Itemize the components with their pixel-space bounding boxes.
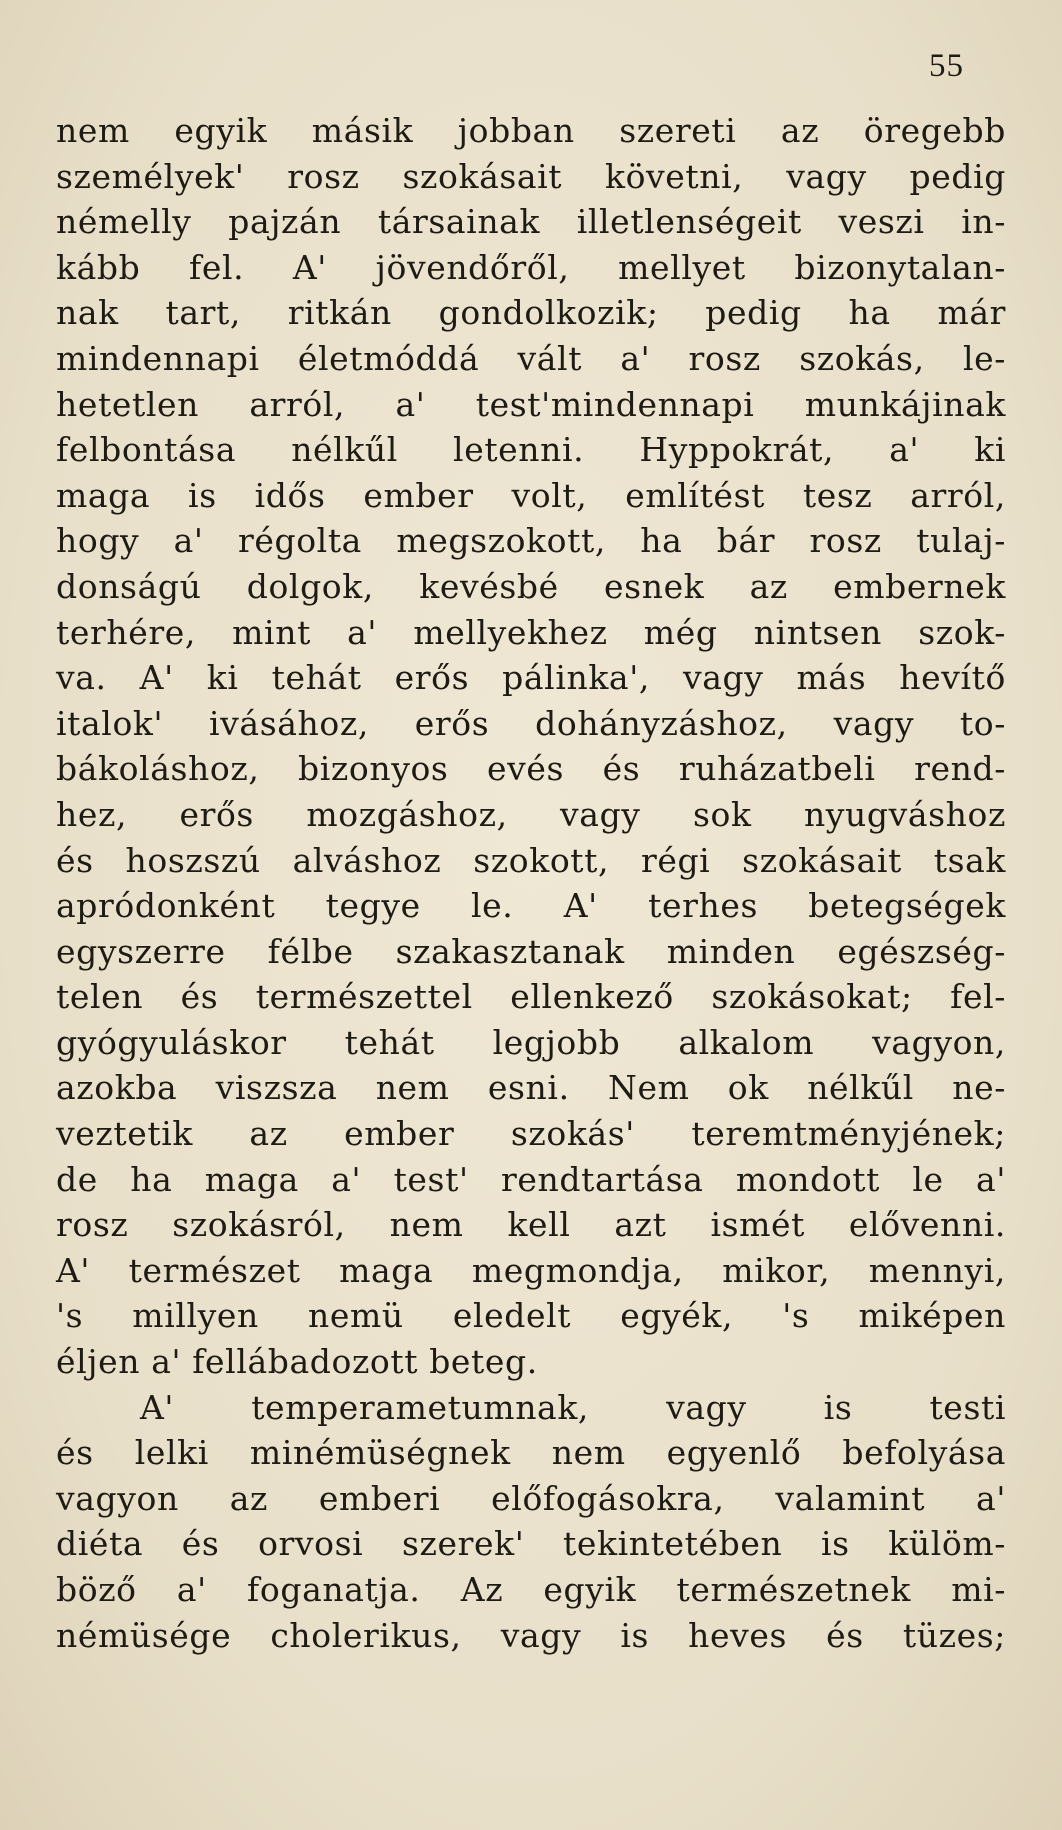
text-line: bákoláshoz, bizonyos evés és ruházatbeli rend- [56,749,1006,789]
text-line: személyek' rosz szokásait követni, vagy pedig [56,156,1006,196]
text-line: azokba viszsza nem esni. Nem ok nélkűl ne- [56,1068,1006,1108]
text-line: mindennapi életmóddá vált a' rosz szokás, le- [56,338,1006,378]
body-text [56,108,1006,1658]
text-line: A' természet maga megmondja, mikor, mennyi, [56,1250,1006,1290]
text-line: diéta és orvosi szerek' tekintetében is külöm- [56,1524,1006,1564]
text-line: egyszerre félbe szakasztanak minden egészség- [56,931,1006,971]
text-line: donságú dolgok, kevésbé esnek az embernek [56,566,1006,606]
text-line: éljen a' fellábadozott beteg. [56,1342,538,1382]
text-line: nem egyik másik jobban szereti az öregebb [56,111,1006,150]
text-line: hogy a' régolta megszokott, ha bár rosz tulaj- [56,521,1006,561]
text-line: de ha maga a' test' rendtartása mondott le a' [56,1159,1006,1199]
text-line: felbontása nélkűl letenni. Hyppokrát, a' ki [56,430,1006,470]
text-line: hetetlen arról, a' test'mindennapi munkájinak [56,384,1006,424]
text-line: némüsége cholerikus, vagy is heves és tüzes; [56,1615,1006,1655]
text-line: va. A' ki tehát erős pálinka', vagy más hevítő [56,658,1006,698]
text-line: vagyon az emberi előfogásokra, valamint a' [56,1478,1006,1518]
text-line: és hoszszú alváshoz szokott, régi szokásait tsak [56,840,1006,880]
text-line: és lelki minémüségnek nem egyenlő befolyása [56,1433,1006,1473]
text-line: veztetik az ember szokás' teremtményjének; [56,1114,1006,1154]
text-line: gyógyuláskor tehát legjobb alkalom vagyon, [56,1022,1006,1062]
text-line: apródonként tegye le. A' terhes betegségek [56,886,1006,926]
text-line: 's millyen nemü eledelt egyék, 's miképen [56,1296,1006,1336]
text-line: nak tart, ritkán gondolkozik; pedig ha már [56,293,1006,333]
text-line: hez, erős mozgáshoz, vagy sok nyugváshoz [56,794,1006,834]
text-line: italok' ivásához, erős dohányzáshoz, vagy to- [56,703,1006,743]
text-line: kább fel. A' jövendőről, mellyet bizonytalan- [56,247,1006,287]
text-line: böző a' foganatja. Az egyik természetnek mi- [56,1570,1006,1609]
text-line: A' temperametumnak, vagy is testi [140,1387,1006,1427]
text-line: rosz szokásról, nem kell azt ismét elővenni. [56,1205,1006,1245]
page-number: 55 [929,48,964,84]
text-line: telen és természettel ellenkező szokásokat; fel- [56,977,1006,1017]
text-line: terhére, mint a' mellyekhez még nintsen szok- [56,612,1006,652]
text-line: maga is idős ember volt, említést tesz arról, [56,475,1006,515]
text-line: némelly pajzán társainak illetlenségeit veszi in- [56,202,1006,242]
